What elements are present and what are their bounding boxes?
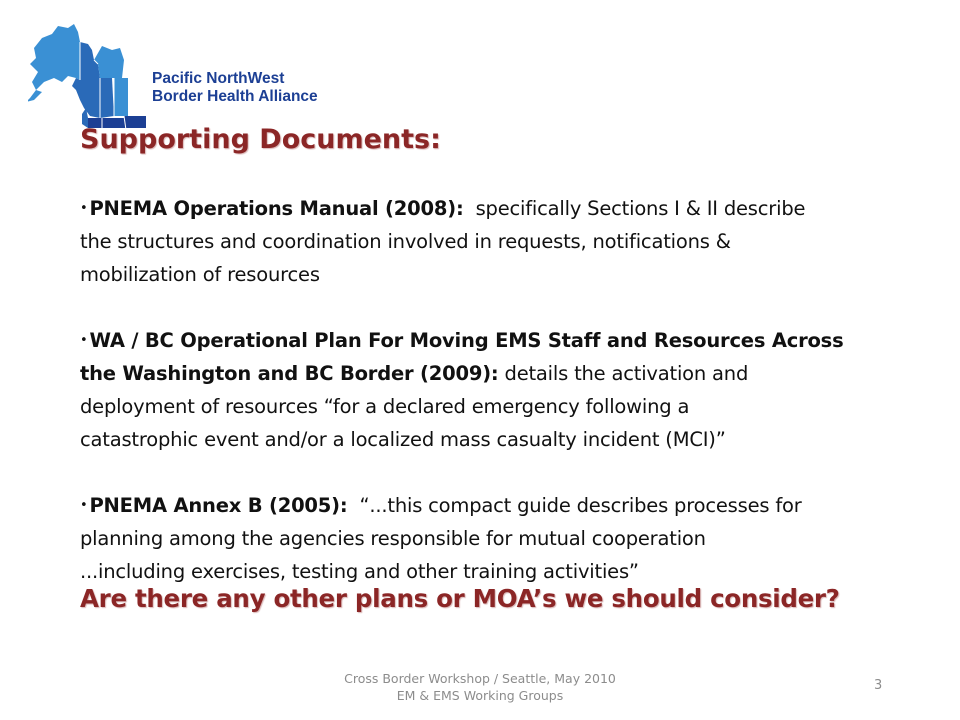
document-description: mobilization of resources [80,263,320,286]
supporting-documents-list [80,192,880,588]
list-item [80,192,880,291]
document-title: WA / BC Operational Plan For Moving EMS Staff and Resources Across [89,329,844,352]
document-title: the Washington and BC Border (2009): [80,362,499,385]
document-description: planning among the agencies responsible for mutual cooperation [80,527,706,550]
logo-line-1: Pacific NorthWest [152,70,285,87]
logo [28,20,328,128]
document-description: ...including exercises, testing and other training activities” [80,560,639,583]
footer-line-2: EM & EMS Working Groups [396,688,564,703]
page-number: 3 [874,678,883,693]
document-title: PNEMA Operations Manual (2008): [89,197,464,220]
closing-question: Are there any other plans or MOA’s we should consider? [80,584,840,613]
document-description: catastrophic event and/or a localized mass casualty incident (MCI)” [80,428,726,451]
document-description: specifically Sections I & II describe [475,197,806,220]
bullet-icon: • [80,333,88,348]
list-item [80,324,880,456]
document-description: “...this compact guide describes processes for [359,494,802,517]
bullet-icon: • [80,201,88,216]
bullet-icon: • [80,498,88,513]
list-item [80,489,880,588]
logo-line-2: Border Health Alliance [152,88,318,105]
document-description: deployment of resources “for a declared emergency following a [80,395,690,418]
footer [330,670,630,704]
page-title: Supporting Documents: [80,124,441,155]
document-description: the structures and coordination involved in requests, notifications & [80,230,731,253]
pacific-northwest-map-icon [28,20,150,128]
document-title: PNEMA Annex B (2005): [89,494,348,517]
document-description: details the activation and [504,362,749,385]
footer-line-1: Cross Border Workshop / Seattle, May 2010 [344,671,616,686]
logo-text [152,70,318,106]
